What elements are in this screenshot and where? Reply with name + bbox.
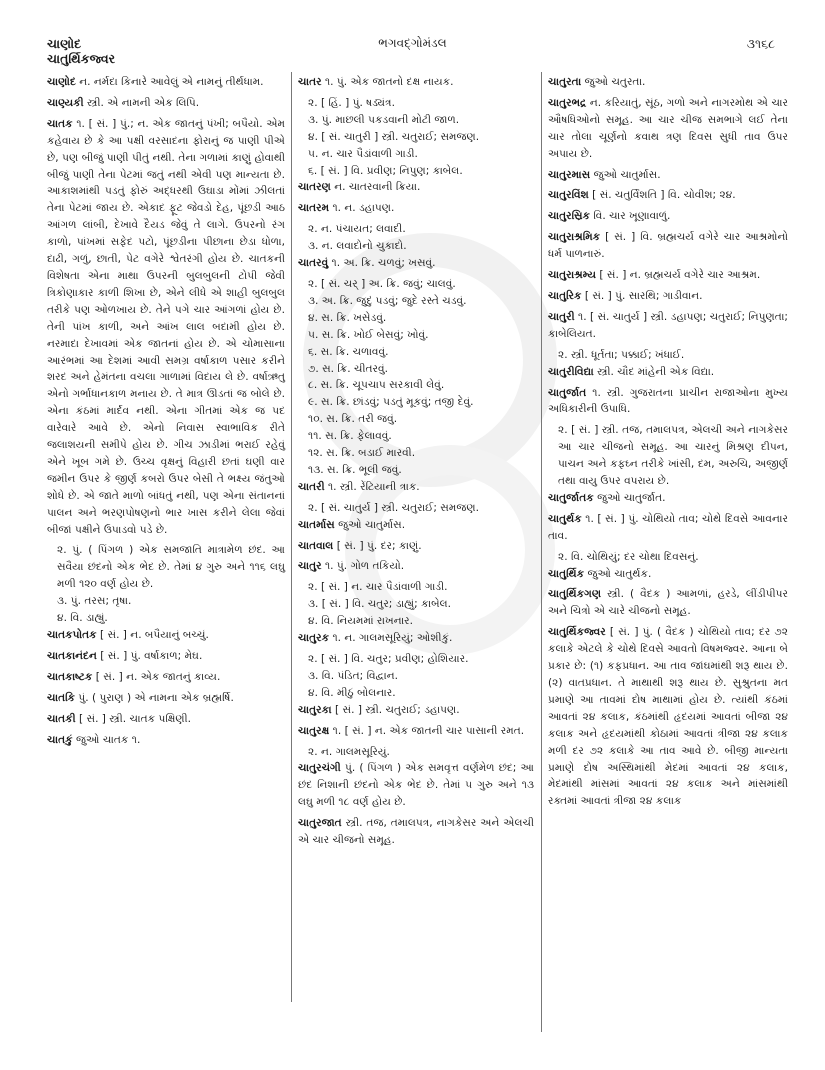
headword: ચાતુર્થિક: [548, 567, 585, 580]
headword: ચાતરવું: [298, 257, 329, 270]
definition-sense: ૧૦. સ. ક્રિ. તરી જવું.: [308, 413, 398, 426]
dictionary-entry: [47, 95, 285, 112]
definition-sense: ૨. વિ. ચોથિયું; દર ચોથા દિવસનું.: [558, 550, 699, 563]
dictionary-entry: [548, 624, 788, 810]
definition: ૧. [ સં. ] પું. ચોથિયો તાવ; ચોથે દિવસે આવનાર તાવ.: [548, 512, 788, 542]
headword: ચાતરમ: [298, 202, 330, 215]
definition: ન. કરિયાતું, સૂંઠ, ગળો અને નાગરમોથ એ ચાર ઔષધિઓનો સમૂહ. આ ચાર ચીજ સમભાગે લઈ તેના ચાર તોલા ચૂર્ણનો કવાથ ત્રણ દિવસ સુધી તાવ ઉપર અપાય છે.: [548, 96, 788, 160]
headword: ચાતુરતા: [548, 76, 582, 88]
dictionary-entry: [298, 538, 534, 555]
definition: [ સં. ] સ્ત્રી. ચતુરાઈ; ડહાપણ.: [335, 703, 460, 716]
headword: ચાતકું: [47, 733, 73, 746]
headword: ચાતુર્થક: [548, 512, 582, 525]
definition-sense: ૨. ન. ગાલમસૂરિયું.: [308, 745, 390, 758]
definition-sense: ૪. વિ. ડાહ્યું.: [57, 612, 108, 625]
headword: ચાતુરકા: [298, 703, 332, 716]
definition: ૧. [ સં. ] ન. એક જાતની ચાર પાસાની રમત.: [332, 724, 525, 737]
definition-sense: ૩. પું. માછલી પકડવાની મોટી જાળ.: [308, 113, 460, 126]
definition: [ સં. ] સ્ત્રી. ચાતક પક્ષિણી.: [78, 712, 192, 725]
headword: ચાતુરી: [548, 310, 575, 323]
definition: જુઓ ચાતુર્જાત.: [597, 491, 666, 504]
dictionary-entry: [298, 760, 534, 811]
headword: ચાતુરાશ્રમિક: [548, 231, 601, 244]
definition-sense: ૧૩. સ. ક્રિ. ભૂલી જવું.: [308, 463, 402, 476]
headword: ચાતર: [298, 76, 322, 88]
dictionary-entry: [298, 815, 534, 849]
headword: ચાતકી: [47, 712, 76, 725]
definition: સ્ત્રી. ચૌદ માંહેની એક વિદ્યા.: [597, 365, 715, 378]
headword: ચાતુરસ્રિક: [548, 210, 591, 223]
dictionary-entry: [47, 116, 285, 539]
headword: ચાણ્યકી: [47, 96, 84, 109]
definition: [ સં. ] પું. દર; કાણું.: [336, 539, 422, 552]
definition: જુઓ ચાતુર્માસ.: [338, 518, 406, 531]
dictionary-entry: [548, 364, 788, 381]
dictionary-entry: [548, 490, 788, 507]
dictionary-entry: [298, 723, 534, 740]
definition: ૧. [ સં. ] પું.; ન. એક જાતનું પંખી; બપૈયો. એમ કહેવાય છે કે આ પક્ષી વરસાદના ફોરાનું જ પાણી પીએ છે, પણ બીજું પાણી પીતું નથી. તેના ગળામાં કાણું હોવાથી બીજું પાણી તેના પેટમાં જતું નથી એવી પણ માન્યતા છે. આકાશમાંથી પડતું ફોરું અદ્ધરથી ઉઘાડા મોંમાં ઝીલતાં તેના પેટમાં જાય છે. એકાદ ફૂટ જેવડો દેહ, પૂંછડી આઠ આંગળ લાંબી, દેખાવે દૈયડ જેવું તે લાગે. ઉપરનો રંગ કાળો, પાંખમાં સફેદ પટો, પૂંછડીના પીછાના છેડા ધોળા, દાઢી, ગળું, છાતી, પેટ વગેરે શ્વેતરંગી હોય છે. ચાતકની વિશેષતા એના માથા ઉપરની બુલબુલની ટોપી જેવી ત્રિકોણાકાર કાળી શિખા છે, એને લીધે એ શાહી બુલબુલ તરીકે પણ ઓળખાય છે. તેને પગે ચાર આંગળાં હોય છે. તેની પાંખ કાળી, અને આંખ લાલ બદામી હોય છે. નરમાદા દેખાવમાં એક જાતનાં હોય છે. એ ચોમાસાના આરંભમાં આ દેશમાં આવી સમગ્ર વર્ષાકાળ પસાર કરીને શરદ અને હેમંતના વચલા ગાળામાં વિદાય લે છે. વર્ષાઋતુ એનો ગર્ભાધાનકાળ મનાય છે. તે માત્ર ઊડતાં જ બોલે છે. એના કંઠમાં માર્દવ નથી. એના ગીતમાં એક જ પદ વારેવારે આવે છે. એનો નિવાસ સ્વાભાવિક રીતે જલાશયની સમીપે હોય છે. ગીચ ઝાડીમાં ભરાઈ રહેવું એને ખૂબ ગમે છે. ઉચ્ચ વૃક્ષનું વિહારી છતાં ઘણી વાર જમીન ઉપર કે જીર્ણ કબરો ઉપર બેસી તે ભક્ષ્ય જંતુઓ શોધે છે. એ જાતે માળો બાંધતું નથી, પણ એના સંતાનનાં પાલન અને ભરણપોષણનો ભાર ખાસ કરીને લેલા જેવાં બીજાં પક્ષીને ઉપાડવો પડે છે.: [47, 117, 285, 536]
definition: ૧. ન. ગાલમસૂરિયું; ઓશીકું.: [332, 632, 453, 645]
headword: ચાતુરવિંશ: [548, 189, 589, 202]
dictionary-entry: [548, 95, 788, 163]
definition-sense: ૧૨. સ. ક્રિ. બડાઈ મારવી.: [308, 447, 416, 460]
dictionary-entry: [47, 732, 285, 749]
headword: ચાતુરભદ્ર: [548, 96, 587, 109]
guide-word-last: ચાતુર્થિકજ્વર: [47, 51, 116, 66]
column-1: [47, 74, 285, 752]
definition: પું. ( પિંગળ ) એક સમવૃત્ત વર્ણમેળ છંદ; આ છંદ નિશાની છંદનો એક ભેદ છે. તેમાં ૫ ગુરુ અને ૧૩ લઘુ મળી ૧૮ વર્ણ હોય છે.: [298, 762, 534, 809]
definition-sense: ૪. સ. ક્રિ. ખસેડવું.: [308, 311, 387, 324]
page-header: [0, 30, 825, 66]
column-divider: [291, 72, 292, 1002]
dictionary-entry: [298, 200, 534, 217]
definition: જુઓ ચાતુર્થક.: [587, 567, 652, 580]
headword: ચાતકપોતક: [47, 629, 97, 641]
definition-sense: ૨. [ હિં. ] પું. ષડ્યંત્ર.: [308, 96, 395, 109]
headword: ચાતવાલ: [298, 539, 334, 552]
definition: [ સં. ] ન. એક જાતનું કાવ્ય.: [95, 670, 221, 683]
dictionary-entry: [298, 558, 534, 575]
headword: ચાતુરીવિદ્યા: [548, 365, 594, 378]
definition-sense: ૪. [ સં. ચાતુરી ] સ્ત્રી. ચતુરાઈ; સમજણ.: [308, 130, 480, 143]
definition: [ સં. ] પું. ( વૈદક ) ચોથિયો તાવ; દર ૭૨ કલાકે એટલે કે ચોથે દિવસે આવતો વિષમજ્વર. આના બે પ્રકાર છે: (૧) કફપ્રધાન. આ તાવ જાંઘમાંથી શરૂ થાય છે. (૨) વાતપ્રધાન. તે માથાથી શરૂ થાય છે. સુશ્રુતના મત પ્રમાણે આ તાવમાં દોષ માથામાં હોય છે. ત્યાંથી કંઠમાં આવતાં ૨૪ કલાક, કંઠમાંથી હૃદયમાં આવતાં બીજા ૨૪ કલાક અને હૃદયમાંથી કોઠામાં આવતાં ત્રીજા ૨૪ કલાક મળી દર ૭૨ કલાકે આ તાવ આવે છે. બીજી માન્યતા પ્રમાણે દોષ અસ્થિમાંથી મેદમાં આવતાં ૨૪ કલાક, મેદમાંથી માંસમાં આવતાં ૨૪ કલાક અને માંસમાંથી રક્તમાં આવતાં ત્રીજા ૨૪ કલાક: [548, 626, 788, 808]
dictionary-entry: [548, 566, 788, 583]
definition-sense: ૨. [ સં. ] વિ. ચતુર; પ્રવીણ; હોશિયાર.: [308, 653, 469, 665]
definition-sense: ૮. સ. ક્રિ. ચૂપચાપ સરકાવી લેવું.: [308, 379, 445, 392]
definition: ૧. સ્ત્રી. ગુજરાતના પ્રાચીન રાજાઓના મુખ્ય અધિકારીની ઉપાધિ.: [548, 386, 788, 416]
headword: ચાતુરમાસ: [548, 168, 591, 181]
definition: ન. નર્મદા કિનારે આવેલું એ નામનું તીર્થધામ.: [79, 76, 264, 88]
definition-sense: ૬. સ. ક્રિ. ચળાવવું.: [308, 345, 389, 358]
definition: ૧. અ. ક્રિ. ચળવું; ખસવું.: [331, 257, 436, 270]
definition: ૧. સ્ત્રી. રેંટિયાની ત્રાક.: [327, 480, 420, 493]
dictionary-entry: [47, 669, 285, 686]
definition-sense: ૨. [ સં. ચાતુર્ય ] સ્ત્રી. ચતુરાઈ; સમજણ.: [308, 501, 479, 514]
definition: વિ. ચાર ખૂણાવાળું.: [593, 210, 671, 223]
definition: પું. ( પુરાણ ) એ નામના એક બ્રહ્મર્ષિ.: [78, 691, 234, 704]
book-title: ભગવદ્ગોમંડલ: [378, 36, 447, 50]
definition-sense: ૯. સ. ક્રિ. છાંડવું; પડતું મૂકવું; તજી દેવું.: [308, 396, 474, 409]
dictionary-entry: [548, 229, 788, 263]
dictionary-entry: [298, 255, 534, 272]
dictionary-entry: [47, 711, 285, 728]
definition: સ્ત્રી. તજ, તમાલપત્ર, નાગકેસર અને એલચી એ ચાર ચીજનો સમૂહ.: [298, 817, 534, 847]
dictionary-entry: [47, 74, 285, 91]
headword: ચાતકાનંદન: [47, 649, 97, 662]
dictionary-entry: [548, 187, 788, 204]
definition-sense: ૨. [ સં. ] ન. ચાર પૈડાંવાળી ગાડી.: [308, 581, 448, 594]
dictionary-entry: [548, 267, 788, 284]
definition-sense: ૩. [ સં. ] વિ. ચતુર; ડાહ્યું; કાબેલ.: [308, 598, 452, 611]
dictionary-entry: [548, 309, 788, 343]
definition-sense: ૩. ન. લવાદોનો ચુકાદો.: [308, 240, 407, 253]
column-3: [548, 74, 788, 814]
definition: સ્ત્રી. એ નામની એક લિપિ.: [87, 96, 200, 109]
definition: ૧. ન. ડહાપણ.: [332, 202, 395, 215]
headword: ચાતુરિક: [548, 289, 582, 302]
dictionary-entry: [298, 179, 534, 196]
dictionary-entry: [47, 690, 285, 707]
definition-sense: ૨. સ્ત્રી. ધૂર્તતા; પક્કાઈ; ખંધાઈ.: [558, 348, 685, 361]
headword: ચાતુર્થિકજ્વર: [548, 626, 606, 639]
headword: ચાતુરક: [298, 632, 330, 645]
definition-sense: ૨. [ સં. ચર્ ] અ. ક્રિ. જવું; ચાલવું.: [308, 277, 456, 290]
definition: ૧. પું. એક જાતનો દક્ષ નાયક.: [324, 76, 454, 88]
definition: [ સં. ] ન. બ્રહ્મચર્ય વગેરે ચાર આશ્રમ.: [599, 269, 761, 282]
dictionary-entry: [298, 479, 534, 496]
definition: ન. ચાતરવાની ક્રિયા.: [334, 181, 421, 194]
definition-sense: ૫. સ. ક્રિ. ખોઈ બેસવું; ખોવું.: [308, 328, 429, 341]
dictionary-entry: [548, 586, 788, 620]
headword: ચાતુર્જાતક: [548, 491, 594, 504]
headword: ચાતુરાશ્રમ્ય: [548, 269, 597, 282]
headword: ચાતુર્થિકગણ: [548, 588, 602, 601]
column-divider: [541, 72, 542, 1032]
definition: [ સં. ] વિ. બ્રહ્મચર્ય વગેરે ચાર આશ્રમોનો ધર્મ પાળનારું.: [548, 231, 788, 261]
definition: ૧. પું. ગોળ તકિયો.: [324, 560, 405, 573]
headword: ચાતકિ: [47, 691, 75, 704]
headword: ચાતુર: [298, 560, 322, 573]
dictionary-entry: [298, 517, 534, 534]
definition: જુઓ ચાતુર્માસ.: [593, 168, 661, 181]
definition-sense: ૬. [ સં. ] વિ. પ્રવીણ; નિપુણ; કાબેલ.: [308, 164, 463, 177]
headword: ચાતુર્જાત: [548, 386, 587, 399]
headword: ચાતકાષ્ટક: [47, 670, 93, 683]
definition: [ સં. ચતુર્વિંશતિ ] વિ. ચોવીશ; ૨૪.: [592, 189, 736, 202]
definition-sense: ૨. ન. પંચાયત; લવાદી.: [308, 223, 406, 236]
headword: ચાતરી: [298, 480, 325, 493]
guide-word-first: ચાણોદ: [47, 36, 82, 51]
headword: ચાતરણ: [298, 181, 331, 194]
definition-sense: ૪. વિ. નિયમમાં રાખનાર.: [308, 615, 414, 628]
definition-sense: ૧૧. સ. ક્રિ. ફેલાવવું.: [308, 430, 392, 443]
definition-sense: ૫. ન. ચાર પૈડાંવાળી ગાડી.: [308, 147, 418, 160]
dictionary-entry: [298, 74, 534, 91]
headword: ચાતુરજાત: [298, 817, 342, 830]
dictionary-entry: [548, 74, 788, 91]
headword: ચાતુરક્ષ: [298, 724, 330, 737]
definition-sense: ૩. અ. ક્રિ. જુદું પડવું; જુદે રસ્તે ચડવું.: [308, 294, 467, 307]
definition-sense: ૨. [ સં. ] સ્ત્રી. તજ, તમાલપત્ર, એલચી અને નાગકેસર આ ચાર ચીજનો સમૂહ. આ ચારનું મિશ્રણ દીપન, પાચન અને કફઘ્ન તરીકે ખાંસી, દમ, અરુચિ, અજીર્ણ તથા વાયુ ઉપર વપરાય છે.: [558, 424, 788, 488]
definition-sense: ૨. પું. ( પિંગળ ) એક સમજાતિ માત્રામેળ છંદ. આ સવૈયા છંદનો એક ભેદ છે. તેમાં ૪ ગુરુ અને ૧૧૬ લઘુ મળી ૧૨૦ વર્ણ હોય છે.: [57, 544, 285, 591]
definition: જુઓ ચતુરતા.: [584, 76, 646, 88]
headword: ચાતર્માસ: [298, 518, 335, 531]
headword: ચાતક: [47, 117, 73, 130]
page-number: ૩૧૬૮: [746, 36, 775, 51]
headword: ચાણોદ: [47, 76, 76, 88]
definition: [ સં. ] પું. વર્ષાકાળ; મેઘ.: [100, 649, 203, 662]
dictionary-entry: [548, 208, 788, 225]
definition-sense: ૩. વિ. પંડિત; વિદ્વાન.: [308, 669, 399, 682]
definition: સ્ત્રી. ( વૈદક ) આમળાં, હરડે, લીંડીપીપર અને ચિત્રો એ ચારે ચીજનો સમૂહ.: [548, 588, 788, 618]
dictionary-entry: [548, 288, 788, 305]
headword: ચાતુરચંગી: [298, 762, 341, 775]
definition: ૧. [ સં. ચાતુર્ય ] સ્ત્રી. ડહાપણ; ચતુરાઈ; નિપુણતા; કાબેલિયત.: [548, 310, 788, 340]
dictionary-entry: [298, 702, 534, 719]
dictionary-entry: [548, 385, 788, 419]
definition: [ સં. ] પું. સારથિ; ગાડીવાન.: [584, 289, 703, 302]
definition: [ સં. ] ન. બપૈયાનું બચ્ચું.: [99, 629, 209, 641]
dictionary-entry: [548, 511, 788, 545]
dictionary-entry: [298, 630, 534, 647]
definition: જુઓ ચાતક ૧.: [75, 733, 141, 746]
definition-sense: ૩. પું. તરસ; તૃષા.: [57, 595, 132, 608]
definition-sense: ૭. સ. ક્રિ. ચીતરવું.: [308, 362, 388, 375]
dictionary-entry: [47, 627, 285, 644]
dictionary-entry: [548, 167, 788, 184]
definition-sense: ૪. વિ. મીઠું બોલનાર.: [308, 686, 396, 699]
column-2: [298, 74, 534, 853]
dictionary-entry: [47, 648, 285, 665]
